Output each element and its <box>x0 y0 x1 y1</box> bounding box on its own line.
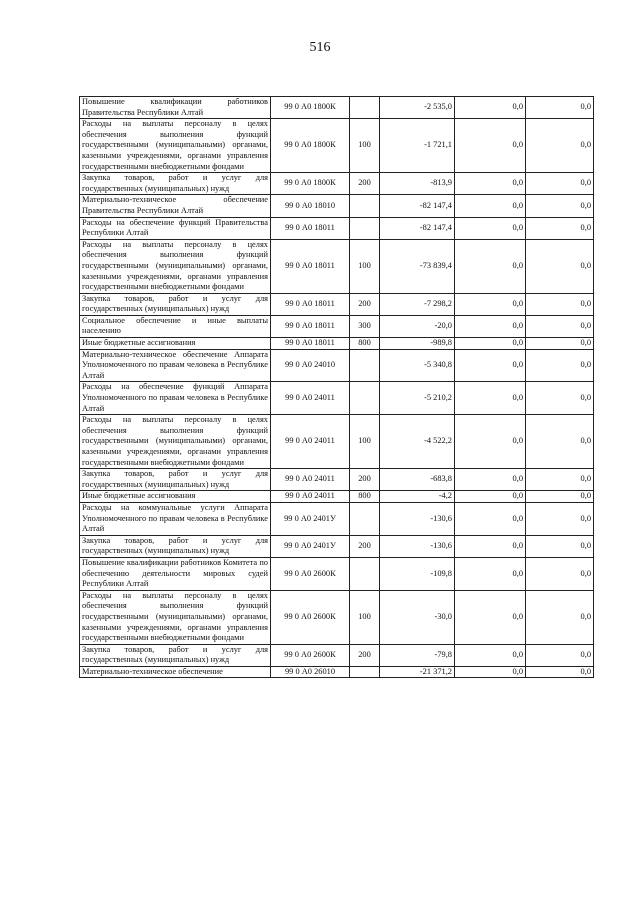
row-code-cell: 99 0 А0 24010 <box>271 349 350 382</box>
row-value-1-cell: -2 535,0 <box>380 97 455 119</box>
row-name-cell: Расходы на обеспечение функций Аппарата Уполномоченного по правам человека в Республике Алтай <box>80 382 271 415</box>
row-value-1-cell: -82 147,4 <box>380 195 455 217</box>
row-code-cell: 99 0 А0 18011 <box>271 217 350 239</box>
row-value-3-cell: 0,0 <box>526 469 594 491</box>
row-name-cell: Повышение квалификации работников Комитета по обеспечению деятельности мировых судей Республики Алтай <box>80 557 271 590</box>
row-name-cell: Расходы на выплаты персоналу в целях обеспечения выполнения функций государственными (муниципальными) органами, казенными учреждениями, органами управления государственными внебюджетными фондами <box>80 415 271 469</box>
row-value-1-cell: -130,6 <box>380 502 455 535</box>
row-kind-cell: 100 <box>350 590 380 644</box>
row-value-3-cell: 0,0 <box>526 293 594 315</box>
row-code-cell: 99 0 А0 2600К <box>271 644 350 666</box>
row-code-cell: 99 0 А0 18011 <box>271 293 350 315</box>
row-value-3-cell: 0,0 <box>526 382 594 415</box>
row-code-cell: 99 0 А0 24011 <box>271 382 350 415</box>
row-kind-cell: 200 <box>350 644 380 666</box>
row-value-3-cell: 0,0 <box>526 173 594 195</box>
row-value-3-cell: 0,0 <box>526 338 594 350</box>
row-code-cell: 99 0 А0 2600К <box>271 590 350 644</box>
row-value-3-cell: 0,0 <box>526 239 594 293</box>
row-value-2-cell: 0,0 <box>455 338 526 350</box>
table-row <box>80 239 594 293</box>
row-value-1-cell: -4 522,2 <box>380 415 455 469</box>
row-name-cell: Повышение квалификации работников Правительства Республики Алтай <box>80 97 271 119</box>
table-row <box>80 97 594 119</box>
row-kind-cell: 800 <box>350 491 380 503</box>
table-row <box>80 535 594 557</box>
row-kind-cell <box>350 195 380 217</box>
row-value-2-cell: 0,0 <box>455 491 526 503</box>
table-row <box>80 293 594 315</box>
row-code-cell: 99 0 А0 26010 <box>271 666 350 678</box>
row-kind-cell: 200 <box>350 173 380 195</box>
row-value-3-cell: 0,0 <box>526 415 594 469</box>
row-name-cell: Иные бюджетные ассигнования <box>80 338 271 350</box>
row-code-cell: 99 0 А0 24011 <box>271 415 350 469</box>
row-kind-cell <box>350 97 380 119</box>
row-code-cell: 99 0 А0 18011 <box>271 338 350 350</box>
row-value-3-cell: 0,0 <box>526 315 594 337</box>
row-name-cell: Расходы на выплаты персоналу в целях обеспечения выполнения функций государственными (муниципальными) органами, казенными учреждениями, органами управления государственными внебюджетными фондами <box>80 239 271 293</box>
row-code-cell: 99 0 А0 18011 <box>271 315 350 337</box>
row-kind-cell: 100 <box>350 239 380 293</box>
row-value-1-cell: -130,6 <box>380 535 455 557</box>
row-code-cell: 99 0 А0 18010 <box>271 195 350 217</box>
row-value-2-cell: 0,0 <box>455 535 526 557</box>
table-row <box>80 349 594 382</box>
row-name-cell: Материально-техническое обеспечение <box>80 666 271 678</box>
row-kind-cell <box>350 666 380 678</box>
table-body <box>80 97 594 678</box>
row-value-1-cell: -73 839,4 <box>380 239 455 293</box>
table-row <box>80 119 594 173</box>
row-value-2-cell: 0,0 <box>455 293 526 315</box>
row-value-1-cell: -7 298,2 <box>380 293 455 315</box>
row-value-1-cell: -4,2 <box>380 491 455 503</box>
row-code-cell: 99 0 А0 1800К <box>271 97 350 119</box>
table-row <box>80 315 594 337</box>
row-value-1-cell: -989,8 <box>380 338 455 350</box>
row-code-cell: 99 0 А0 24011 <box>271 469 350 491</box>
row-name-cell: Расходы на выплаты персоналу в целях обеспечения выполнения функций государственными (муниципальными) органами, казенными учреждениями, органами управления государственными внебюджетными фондами <box>80 119 271 173</box>
row-name-cell: Закупка товаров, работ и услуг для государственных (муниципальных) нужд <box>80 644 271 666</box>
row-value-1-cell: -20,0 <box>380 315 455 337</box>
row-value-3-cell: 0,0 <box>526 97 594 119</box>
table-row <box>80 173 594 195</box>
row-value-2-cell: 0,0 <box>455 349 526 382</box>
row-value-2-cell: 0,0 <box>455 97 526 119</box>
row-value-3-cell: 0,0 <box>526 349 594 382</box>
table-row <box>80 502 594 535</box>
table-row <box>80 491 594 503</box>
row-value-1-cell: -813,9 <box>380 173 455 195</box>
row-value-1-cell: -79,8 <box>380 644 455 666</box>
row-kind-cell: 800 <box>350 338 380 350</box>
row-value-3-cell: 0,0 <box>526 535 594 557</box>
row-value-3-cell: 0,0 <box>526 644 594 666</box>
row-value-2-cell: 0,0 <box>455 415 526 469</box>
row-name-cell: Расходы на коммунальные услуги Аппарата Уполномоченного по правам человека в Республике Алтай <box>80 502 271 535</box>
row-name-cell: Материально-техническое обеспечение Правительства Республики Алтай <box>80 195 271 217</box>
row-value-2-cell: 0,0 <box>455 119 526 173</box>
row-name-cell: Расходы на обеспечение функций Правительства Республики Алтай <box>80 217 271 239</box>
row-name-cell: Материально-техническое обеспечение Аппарата Уполномоченного по правам человека в Республике Алтай <box>80 349 271 382</box>
row-value-2-cell: 0,0 <box>455 666 526 678</box>
row-name-cell: Закупка товаров, работ и услуг для государственных (муниципальных) нужд <box>80 173 271 195</box>
row-kind-cell <box>350 349 380 382</box>
row-code-cell: 99 0 А0 1800К <box>271 119 350 173</box>
row-value-3-cell: 0,0 <box>526 195 594 217</box>
row-value-1-cell: -21 371,2 <box>380 666 455 678</box>
row-value-2-cell: 0,0 <box>455 502 526 535</box>
page-number: 516 <box>309 40 331 55</box>
row-kind-cell <box>350 382 380 415</box>
row-kind-cell: 100 <box>350 119 380 173</box>
row-value-2-cell: 0,0 <box>455 590 526 644</box>
row-value-3-cell: 0,0 <box>526 666 594 678</box>
table-row <box>80 382 594 415</box>
row-code-cell: 99 0 А0 2401У <box>271 535 350 557</box>
row-code-cell: 99 0 А0 2600К <box>271 557 350 590</box>
row-value-3-cell: 0,0 <box>526 217 594 239</box>
table-row <box>80 195 594 217</box>
row-kind-cell <box>350 217 380 239</box>
table-row <box>80 217 594 239</box>
row-value-3-cell: 0,0 <box>526 590 594 644</box>
row-value-2-cell: 0,0 <box>455 217 526 239</box>
row-name-cell: Социальное обеспечение и иные выплаты населению <box>80 315 271 337</box>
row-value-1-cell: -5 210,2 <box>380 382 455 415</box>
row-kind-cell: 300 <box>350 315 380 337</box>
row-value-1-cell: -82 147,4 <box>380 217 455 239</box>
row-value-2-cell: 0,0 <box>455 239 526 293</box>
table-row <box>80 590 594 644</box>
row-code-cell: 99 0 А0 2401У <box>271 502 350 535</box>
row-name-cell: Закупка товаров, работ и услуг для государственных (муниципальных) нужд <box>80 469 271 491</box>
row-kind-cell <box>350 502 380 535</box>
row-value-1-cell: -109,8 <box>380 557 455 590</box>
row-value-3-cell: 0,0 <box>526 557 594 590</box>
row-name-cell: Иные бюджетные ассигнования <box>80 491 271 503</box>
row-kind-cell: 200 <box>350 293 380 315</box>
table-row <box>80 338 594 350</box>
row-value-2-cell: 0,0 <box>455 382 526 415</box>
table-row <box>80 557 594 590</box>
row-value-2-cell: 0,0 <box>455 644 526 666</box>
table-row <box>80 469 594 491</box>
row-value-1-cell: -30,0 <box>380 590 455 644</box>
row-value-2-cell: 0,0 <box>455 173 526 195</box>
row-value-3-cell: 0,0 <box>526 491 594 503</box>
row-kind-cell: 100 <box>350 415 380 469</box>
table-row <box>80 666 594 678</box>
row-kind-cell: 200 <box>350 469 380 491</box>
row-kind-cell: 200 <box>350 535 380 557</box>
row-value-2-cell: 0,0 <box>455 469 526 491</box>
row-kind-cell <box>350 557 380 590</box>
row-value-2-cell: 0,0 <box>455 195 526 217</box>
row-name-cell: Закупка товаров, работ и услуг для государственных (муниципальных) нужд <box>80 535 271 557</box>
row-value-2-cell: 0,0 <box>455 315 526 337</box>
row-value-3-cell: 0,0 <box>526 502 594 535</box>
row-value-1-cell: -683,8 <box>380 469 455 491</box>
table-row <box>80 415 594 469</box>
row-code-cell: 99 0 А0 18011 <box>271 239 350 293</box>
row-code-cell: 99 0 А0 1800К <box>271 173 350 195</box>
row-value-1-cell: -1 721,1 <box>380 119 455 173</box>
row-value-1-cell: -5 340,8 <box>380 349 455 382</box>
row-name-cell: Расходы на выплаты персоналу в целях обеспечения выполнения функций государственными (муниципальными) органами, казенными учреждениями, органами управления государственными внебюджетными фондами <box>80 590 271 644</box>
row-value-3-cell: 0,0 <box>526 119 594 173</box>
budget-table <box>79 96 594 678</box>
row-name-cell: Закупка товаров, работ и услуг для государственных (муниципальных) нужд <box>80 293 271 315</box>
table-row <box>80 644 594 666</box>
row-code-cell: 99 0 А0 24011 <box>271 491 350 503</box>
row-value-2-cell: 0,0 <box>455 557 526 590</box>
